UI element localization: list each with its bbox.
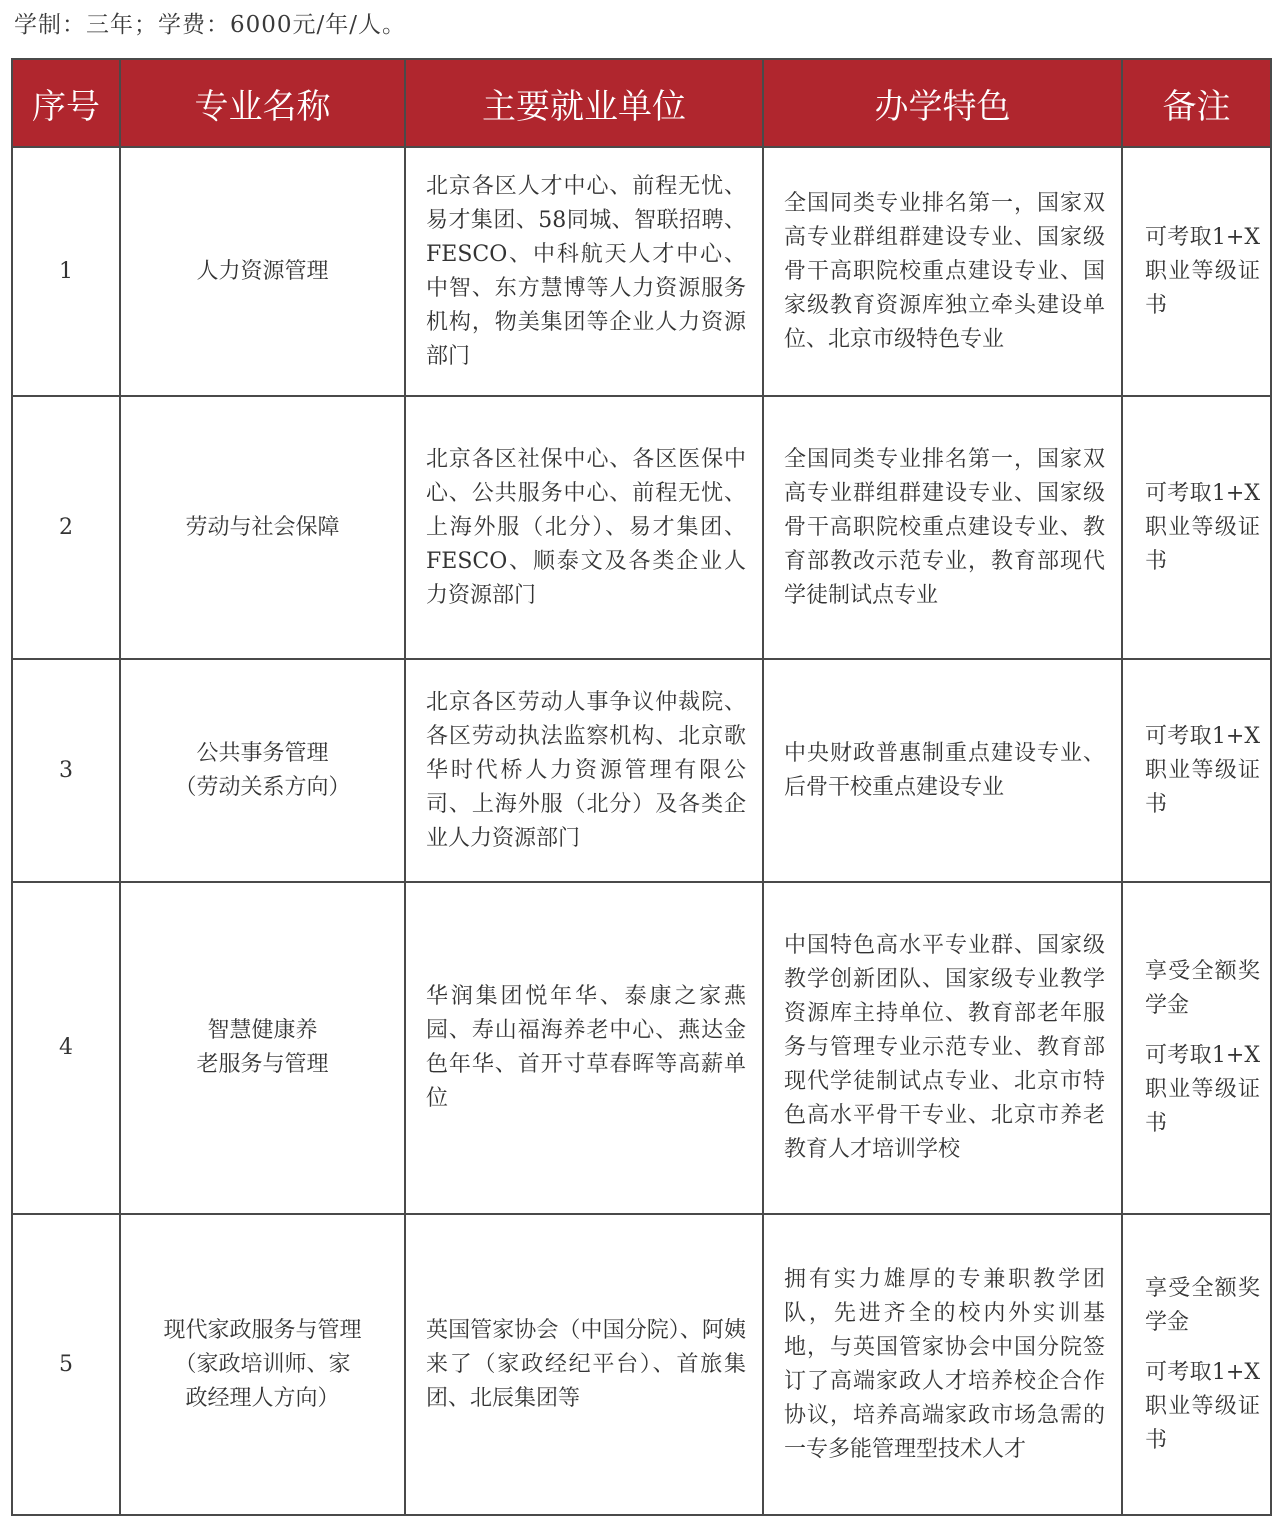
header-notes: 备注	[1122, 59, 1271, 147]
major-name	[120, 1214, 405, 1515]
features-cell: 拥有实力雄厚的专兼职教学团队，先进齐全的校内外实训基地，与英国管家协会中国分院签订了高端家政人才培养校企合作协议，培养高端家政市场急需的一专多能管理型技术人才	[763, 1214, 1122, 1515]
employers-cell: 北京各区社保中心、各区医保中心、公共服务中心、前程无忧、上海外服（北分）、易才集团、FESCO、顺泰文及各类企业人力资源部门	[405, 396, 763, 659]
notes-cell	[1122, 396, 1271, 659]
features-cell: 中国特色高水平专业群、国家级教学创新团队、国家级专业教学资源库主持单位、教育部老年服务与管理专业示范专业、教育部现代学徒制试点专业、北京市特色高水平骨干专业、北京市养老教育人才培训学校	[763, 882, 1122, 1214]
major-name	[120, 659, 405, 882]
notes-cell	[1122, 659, 1271, 882]
notes-cell	[1122, 1214, 1271, 1515]
row-number: 5	[12, 1214, 120, 1515]
notes-cell	[1122, 147, 1271, 396]
header-employers: 主要就业单位	[405, 59, 763, 147]
row-number: 1	[12, 147, 120, 396]
table-row	[12, 1214, 1271, 1515]
employers-cell: 华润集团悦年华、泰康之家燕园、寿山福海养老中心、燕达金色年华、首开寸草春晖等高薪单位	[405, 882, 763, 1214]
note-certificate: 可考取1+X职业等级证书	[1145, 1043, 1260, 1136]
major-name	[120, 882, 405, 1214]
features-cell: 全国同类专业排名第一，国家双高专业群组群建设专业、国家级骨干高职院校重点建设专业、教育部教改示范专业，教育部现代学徒制试点专业	[763, 396, 1122, 659]
major-name-line: 老服务与管理	[196, 1052, 329, 1077]
header-features: 办学特色	[763, 59, 1122, 147]
note-scholarship: 享受全额奖学金	[1145, 959, 1260, 1018]
table-header-row	[12, 59, 1271, 147]
employers-cell: 北京各区劳动人事争议仲裁院、各区劳动执法监察机构、北京歌华时代桥人力资源管理有限公司、上海外服（北分）及各类企业人力资源部门	[405, 659, 763, 882]
features-cell: 中央财政普惠制重点建设专业、后骨干校重点建设专业	[763, 659, 1122, 882]
employers-cell: 英国管家协会（中国分院）、阿姨来了（家政经纪平台）、首旅集团、北辰集团等	[405, 1214, 763, 1515]
row-number: 3	[12, 659, 120, 882]
note-certificate: 可考取1+X职业等级证书	[1145, 224, 1260, 318]
table-row	[12, 882, 1271, 1214]
row-number: 4	[12, 882, 120, 1214]
header-number: 序号	[12, 59, 120, 147]
table-row	[12, 659, 1271, 882]
row-number: 2	[12, 396, 120, 659]
major-name-line: 现代家政服务与管理	[163, 1317, 362, 1343]
majors-table	[11, 58, 1272, 1516]
major-name	[120, 147, 405, 396]
major-name-line: 劳动与社会保障	[185, 514, 340, 540]
major-name-line: 政经理人方向）	[185, 1385, 340, 1411]
major-name-line: 人力资源管理	[196, 258, 329, 284]
features-cell: 全国同类专业排名第一，国家双高专业群组群建设专业、国家级骨干高职院校重点建设专业、国家级教育资源库独立牵头建设单位、北京市级特色专业	[763, 147, 1122, 396]
note-certificate: 可考取1+X职业等级证书	[1145, 723, 1260, 817]
major-name-line: （劳动关系方向）	[174, 774, 351, 800]
major-name-line: 智慧健康养	[207, 1018, 318, 1043]
table-row	[12, 147, 1271, 396]
major-name-line: 公共事务管理	[196, 740, 329, 766]
major-name-line: （家政培训师、家	[174, 1351, 351, 1377]
major-name	[120, 396, 405, 659]
tuition-intro: 学制：三年；学费：6000元/年/人。	[14, 12, 407, 38]
notes-cell	[1122, 882, 1271, 1214]
note-certificate: 可考取1+X职业等级证书	[1145, 1359, 1260, 1453]
note-certificate: 可考取1+X职业等级证书	[1145, 480, 1260, 574]
note-scholarship: 享受全额奖学金	[1145, 1275, 1260, 1335]
header-major-name: 专业名称	[120, 59, 405, 147]
table-row	[12, 396, 1271, 659]
employers-cell: 北京各区人才中心、前程无忧、易才集团、58同城、智联招聘、FESCO、中科航天人才中心、中智、东方慧博等人力资源服务机构，物美集团等企业人力资源部门	[405, 147, 763, 396]
